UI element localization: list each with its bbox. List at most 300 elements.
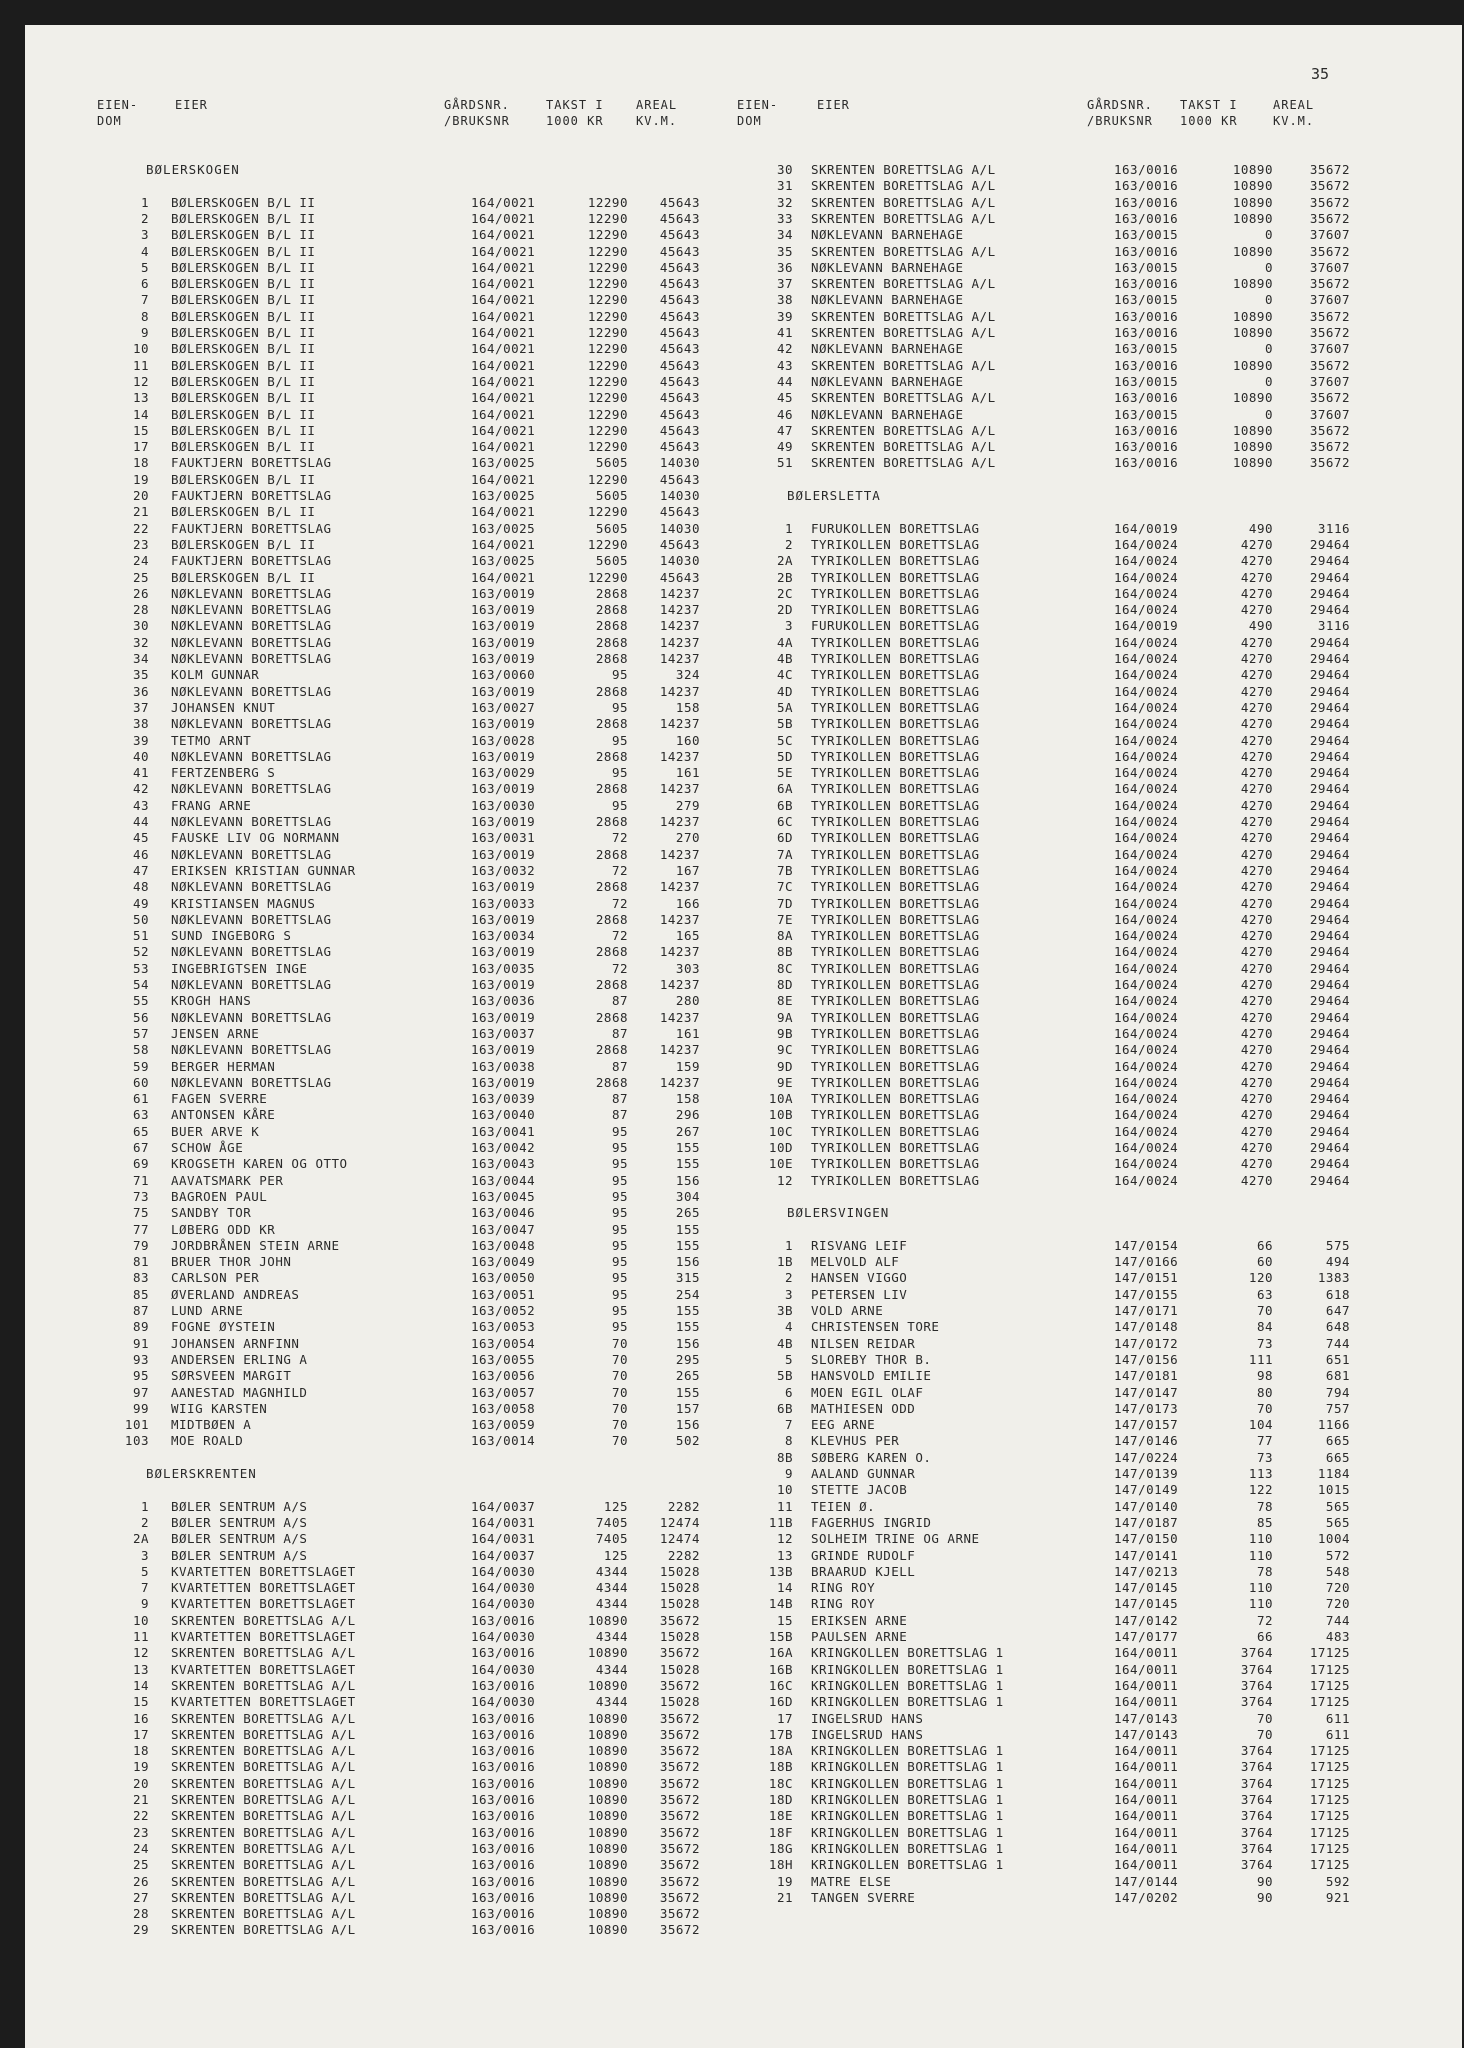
areal-value: 2282 [667,1547,700,1563]
gardsnr-bruksnr: 163/0029 [471,765,536,781]
areal-value: 14030 [659,520,700,536]
gardsnr-bruksnr: 164/0024 [1114,814,1179,829]
eiendom-number: 9 [140,1596,149,1612]
section-title: BØLERSKOGEN [146,162,240,177]
eiendom-number: 10 [132,341,149,357]
gardsnr-bruksnr: 147/0149 [1114,1482,1179,1498]
areal-value: 35672 [659,1710,700,1726]
areal-value: 15028 [659,1563,700,1579]
eiendom-number: 56 [132,1009,149,1025]
eiendom-number: 87 [132,1303,149,1318]
gardsnr-bruksnr: 164/0024 [1114,1009,1179,1025]
takst-value: 87 [611,993,628,1009]
takst-value: 4270 [1240,1058,1273,1074]
eiendom-number: 9 [784,1466,793,1481]
areal-value: 575 [1325,1237,1350,1253]
eier-name: NØKLEVANN BARNEHAGE [811,406,964,422]
takst-value: 4270 [1240,1009,1273,1025]
eier-name: NØKLEVANN BORETTSLAG [171,911,332,927]
gardsnr-bruksnr: 163/0027 [471,699,536,715]
takst-value: 5605 [595,553,628,569]
eiendom-number: 67 [132,1140,149,1155]
areal-value: 14237 [659,748,700,764]
table-row [25,1711,1462,1727]
takst-value: 3764 [1240,1824,1273,1840]
takst-value: 73 [1256,1449,1273,1465]
gardsnr-bruksnr: 163/0045 [471,1188,536,1204]
takst-value: 4270 [1240,1042,1273,1058]
gardsnr-bruksnr: 164/0030 [471,1563,536,1579]
eier-name: BØLERSKOGEN B/L II [171,194,316,210]
takst-value: 12290 [587,373,628,389]
gardsnr-bruksnr: 164/0024 [1114,944,1179,960]
eier-name: KRINGKOLLEN BORETTSLAG 1 [811,1677,1004,1693]
gardsnr-bruksnr: 163/0016 [471,1612,536,1628]
eiendom-number: 8 [140,308,149,324]
areal-value: 29464 [1309,585,1350,601]
eier-name: TYRIKOLLEN BORETTSLAG [811,993,980,1009]
gardsnr-bruksnr: 164/0024 [1114,1156,1179,1172]
eier-name: TYRIKOLLEN BORETTSLAG [811,683,980,699]
areal-value: 14237 [659,944,700,960]
gardsnr-bruksnr: 147/0224 [1114,1449,1179,1465]
eiendom-number: 5E [776,765,793,781]
eiendom-number: 1 [140,194,149,210]
table-row [25,1841,1462,1857]
gardsnr-bruksnr: 164/0021 [471,243,536,259]
eier-name: KRINGKOLLEN BORETTSLAG 1 [811,1759,1004,1775]
table-row [25,1792,1462,1808]
areal-value: 35672 [1309,357,1350,373]
eiendom-number: 46 [132,846,149,862]
takst-value: 95 [611,1123,628,1139]
areal-value: 45643 [659,406,700,422]
areal-value: 155 [675,1384,700,1400]
eiendom-number: 16D [768,1694,793,1710]
eiendom-number: 37 [132,699,149,715]
takst-value: 10890 [1232,308,1273,324]
eier-name: NØKLEVANN BORETTSLAG [171,977,332,992]
table-row [25,586,1462,602]
table-row [25,912,1462,928]
takst-value: 4270 [1240,895,1273,911]
areal-value: 165 [675,928,700,944]
eier-name: NØKLEVANN BARNEHAGE [811,341,964,357]
eier-name: BØLERSKOGEN B/L II [171,259,316,275]
areal-value: 37607 [1309,227,1350,243]
takst-value: 125 [603,1498,628,1514]
gardsnr-bruksnr: 164/0021 [471,341,536,357]
eier-name: TYRIKOLLEN BORETTSLAG [811,699,980,715]
eier-name: TYRIKOLLEN BORETTSLAG [811,536,980,552]
eiendom-number: 85 [132,1286,149,1302]
eier-name: BØLERSKOGEN B/L II [171,341,316,357]
table-row [25,1254,1462,1270]
gardsnr-bruksnr: 147/0145 [1114,1580,1179,1596]
eier-name: KVARTETTEN BORETTSLAGET [171,1580,356,1596]
eiendom-number: 13 [132,390,149,406]
table-row [25,195,1462,211]
areal-value: 29464 [1309,667,1350,683]
eiendom-number: 6C [776,814,793,829]
gardsnr-bruksnr: 163/0049 [471,1254,536,1270]
areal-value: 296 [675,1107,700,1123]
gardsnr-bruksnr: 163/0019 [471,781,536,797]
areal-value: 29464 [1309,879,1350,895]
areal-value: 35672 [659,1906,700,1922]
areal-value: 648 [1325,1319,1350,1335]
eier-name: FAUKTJERN BORETTSLAG [171,488,332,503]
gardsnr-bruksnr: 163/0034 [471,928,536,944]
areal-value: 17125 [1309,1694,1350,1710]
takst-value: 87 [611,1058,628,1074]
eier-name: GRINDE RUDOLF [811,1547,916,1563]
eiendom-number: 97 [132,1384,149,1400]
areal-value: 29464 [1309,748,1350,764]
table-row [25,1694,1462,1710]
eiendom-number: 28 [132,1906,149,1922]
gardsnr-bruksnr: 164/0024 [1114,569,1179,585]
takst-value: 2868 [595,683,628,699]
section-title: BØLERSLETTA [787,488,881,503]
gardsnr-bruksnr: 163/0019 [471,716,536,732]
table-row [25,1336,1462,1352]
areal-value: 157 [675,1400,700,1416]
areal-value: 29464 [1309,1091,1350,1107]
gardsnr-bruksnr: 164/0011 [1114,1645,1179,1661]
eiendom-number: 13 [776,1547,793,1563]
gardsnr-bruksnr: 163/0016 [471,1889,536,1905]
takst-value: 95 [611,1172,628,1188]
gardsnr-bruksnr: 164/0024 [1114,977,1179,992]
eier-name: TYRIKOLLEN BORETTSLAG [811,977,980,992]
gardsnr-bruksnr: 147/0141 [1114,1547,1179,1563]
eier-name: BRUER THOR JOHN [171,1254,292,1270]
eier-name: AANESTAD MAGNHILD [171,1384,308,1400]
eiendom-number: 2C [776,585,793,601]
takst-value: 4270 [1240,797,1273,813]
table-row [25,537,1462,553]
table-row [25,1499,1462,1515]
eier-name: BØLERSKOGEN B/L II [171,569,316,585]
table-row [25,1890,1462,1906]
areal-value: 35672 [659,1889,700,1905]
areal-value: 15028 [659,1661,700,1677]
eier-name: KRINGKOLLEN BORETTSLAG 1 [811,1824,1004,1840]
takst-value: 10890 [587,1677,628,1693]
takst-value: 2868 [595,846,628,862]
eier-name: NØKLEVANN BORETTSLAG [171,846,332,862]
takst-value: 10890 [1232,439,1273,455]
gardsnr-bruksnr: 163/0040 [471,1107,536,1123]
eiendom-number: 5C [776,732,793,748]
takst-value: 3764 [1240,1840,1273,1856]
eier-name: TYRIKOLLEN BORETTSLAG [811,1074,980,1090]
gardsnr-bruksnr: 163/0025 [471,488,536,503]
table-row [25,1759,1462,1775]
eier-name: SKRENTEN BORETTSLAG A/L [171,1792,356,1807]
takst-value: 2868 [595,748,628,764]
gardsnr-bruksnr: 164/0021 [471,292,536,308]
gardsnr-bruksnr: 163/0041 [471,1123,536,1139]
takst-value: 0 [1264,373,1273,389]
takst-value: 490 [1248,618,1273,634]
eier-name: FAUKTJERN BORETTSLAG [171,455,332,471]
gardsnr-bruksnr: 163/0059 [471,1417,536,1433]
takst-value: 95 [611,765,628,781]
eiendom-number: 12 [776,1531,793,1547]
eier-name: ANDERSEN ERLING A [171,1351,308,1367]
takst-value: 12290 [587,504,628,520]
areal-value: 29464 [1309,1025,1350,1041]
areal-value: 12474 [659,1531,700,1547]
eiendom-number: 24 [132,553,149,569]
areal-value: 35672 [659,1677,700,1693]
takst-value: 66 [1256,1629,1273,1644]
areal-value: 592 [1325,1873,1350,1889]
gardsnr-bruksnr: 163/0016 [471,1906,536,1922]
gardsnr-bruksnr: 164/0021 [471,504,536,520]
table-row [25,733,1462,749]
eiendom-number: 83 [132,1270,149,1286]
eiendom-number: 10 [776,1482,793,1498]
gardsnr-bruksnr: 163/0058 [471,1400,536,1416]
table-row [25,1156,1462,1172]
areal-value: 572 [1325,1547,1350,1563]
eier-name: KRINGKOLLEN BORETTSLAG 1 [811,1775,1004,1791]
takst-value: 95 [611,1221,628,1237]
table-row [25,700,1462,716]
gardsnr-bruksnr: 163/0016 [471,1743,536,1759]
eier-name: FURUKOLLEN BORETTSLAG [811,618,980,634]
areal-value: 35672 [1309,178,1350,194]
eiendom-number: 50 [132,911,149,927]
eier-name: FERTZENBERG S [171,765,276,781]
eiendom-number: 4B [776,651,793,666]
table-row [25,1564,1462,1580]
takst-value: 0 [1264,341,1273,357]
takst-value: 95 [611,1156,628,1172]
eier-name: BØLERSKOGEN B/L II [171,439,316,455]
eier-name: KRINGKOLLEN BORETTSLAG 1 [811,1743,1004,1759]
eier-name: TYRIKOLLEN BORETTSLAG [811,716,980,732]
eiendom-number: 22 [132,520,149,536]
eiendom-number: 7A [776,846,793,862]
takst-value: 4270 [1240,911,1273,927]
takst-value: 87 [611,1107,628,1123]
gardsnr-bruksnr: 163/0033 [471,895,536,911]
areal-value: 29464 [1309,1140,1350,1155]
takst-value: 4270 [1240,944,1273,960]
eiendom-number: 48 [132,879,149,895]
gardsnr-bruksnr: 163/0046 [471,1205,536,1221]
eier-name: PETERSEN LIV [811,1286,908,1302]
eiendom-number: 18G [768,1840,793,1856]
table-row [25,455,1462,471]
eier-name: TETMO ARNT [171,732,252,748]
gardsnr-bruksnr: 164/0021 [471,373,536,389]
areal-value: 45643 [659,536,700,552]
eiendom-number: 3 [140,1547,149,1563]
takst-value: 2868 [595,977,628,992]
gardsnr-bruksnr: 147/0172 [1114,1335,1179,1351]
takst-value: 110 [1248,1580,1273,1596]
eier-name: FAGERHUS INGRID [811,1514,932,1530]
takst-value: 2868 [595,781,628,797]
takst-value: 2868 [595,634,628,650]
gardsnr-bruksnr: 147/0143 [1114,1726,1179,1742]
eier-name: NØKLEVANN BORETTSLAG [171,814,332,829]
eier-name: TYRIKOLLEN BORETTSLAG [811,1123,980,1139]
takst-value: 12290 [587,292,628,308]
areal-value: 161 [675,1025,700,1041]
eiendom-number: 57 [132,1025,149,1041]
takst-value: 2868 [595,911,628,927]
areal-value: 1015 [1317,1482,1350,1498]
eiendom-number: 3 [784,618,793,634]
eier-name: AALAND GUNNAR [811,1466,916,1481]
gardsnr-bruksnr: 163/0016 [471,1759,536,1775]
eier-name: ERIKSEN KRISTIAN GUNNAR [171,862,356,878]
takst-value: 12290 [587,536,628,552]
eier-name: SKRENTEN BORETTSLAG A/L [171,1889,356,1905]
eiendom-number: 8B [776,1449,793,1465]
gardsnr-bruksnr: 163/0038 [471,1058,536,1074]
eier-name: TYRIKOLLEN BORETTSLAG [811,830,980,846]
table-row [25,390,1462,406]
table-row [25,1173,1462,1189]
gardsnr-bruksnr: 164/0030 [471,1694,536,1710]
eiendom-number: 65 [132,1123,149,1139]
eier-name: KRINGKOLLEN BORETTSLAG 1 [811,1694,1004,1710]
eiendom-number: 8 [784,1433,793,1449]
takst-value: 0 [1264,259,1273,275]
takst-value: 7405 [595,1514,628,1530]
takst-value: 87 [611,1091,628,1107]
document-page [25,25,1462,2048]
gardsnr-bruksnr: 164/0024 [1114,960,1179,976]
takst-value: 3764 [1240,1808,1273,1824]
table-row [25,1222,1462,1238]
eier-name: NØKLEVANN BORETTSLAG [171,634,332,650]
eiendom-number: 15B [768,1629,793,1644]
gardsnr-bruksnr: 164/0021 [471,308,536,324]
gardsnr-bruksnr: 164/0031 [471,1514,536,1530]
table-row [25,1270,1462,1286]
eiendom-number: 15 [132,1694,149,1710]
eier-name: TYRIKOLLEN BORETTSLAG [811,846,980,862]
gardsnr-bruksnr: 163/0025 [471,553,536,569]
takst-value: 4270 [1240,569,1273,585]
gardsnr-bruksnr: 163/0055 [471,1351,536,1367]
gardsnr-bruksnr: 164/0021 [471,210,536,226]
gardsnr-bruksnr: 164/0024 [1114,536,1179,552]
eiendom-number: 38 [132,716,149,732]
gardsnr-bruksnr: 163/0048 [471,1237,536,1253]
eier-name: FAUSKE LIV OG NORMANN [171,830,340,846]
gardsnr-bruksnr: 163/0016 [1114,357,1179,373]
takst-value: 10890 [587,1889,628,1905]
takst-value: 95 [611,1270,628,1286]
gardsnr-bruksnr: 164/0024 [1114,846,1179,862]
eiendom-number: 34 [776,227,793,243]
eier-name: TYRIKOLLEN BORETTSLAG [811,797,980,813]
takst-value: 12290 [587,210,628,226]
table-row [25,1613,1462,1629]
takst-value: 10890 [1232,390,1273,406]
eiendom-number: 4A [776,634,793,650]
eier-name: KLEVHUS PER [811,1433,900,1449]
takst-value: 4270 [1240,879,1273,895]
areal-value: 29464 [1309,553,1350,569]
takst-value: 111 [1248,1351,1273,1367]
eier-name: MATRE ELSE [811,1873,892,1889]
takst-value: 95 [611,1254,628,1270]
table-row [25,1433,1462,1449]
eiendom-number: 21 [132,504,149,520]
eiendom-number: 81 [132,1254,149,1270]
areal-value: 35672 [659,1824,700,1840]
table-row [25,781,1462,797]
eier-name: NØKLEVANN BORETTSLAG [171,585,332,601]
areal-value: 35672 [1309,455,1350,471]
eier-name: INGEBRIGTSEN INGE [171,960,308,976]
eier-name: SCHOW ÅGE [171,1140,244,1155]
eier-name: TYRIKOLLEN BORETTSLAG [811,1140,980,1155]
gardsnr-bruksnr: 164/0024 [1114,602,1179,618]
eiendom-number: 17 [132,439,149,455]
eier-name: FURUKOLLEN BORETTSLAG [811,520,980,536]
eiendom-number: 5D [776,748,793,764]
takst-value: 95 [611,699,628,715]
eier-name: MOEN EGIL OLAF [811,1384,924,1400]
areal-value: 45643 [659,259,700,275]
eiendom-number: 21 [132,1792,149,1807]
table-row [25,1662,1462,1678]
eier-name: KVARTETTEN BORETTSLAGET [171,1694,356,1710]
takst-value: 10890 [1232,325,1273,340]
areal-value: 14030 [659,553,700,569]
eiendom-number: 41 [132,765,149,781]
eier-name: SKRENTEN BORETTSLAG A/L [171,1743,356,1759]
areal-value: 665 [1325,1449,1350,1465]
gardsnr-bruksnr: 163/0015 [1114,341,1179,357]
takst-value: 3764 [1240,1694,1273,1710]
eiendom-number: 18E [768,1808,793,1824]
areal-value: 158 [675,1091,700,1107]
takst-value: 90 [1256,1873,1273,1889]
gardsnr-bruksnr: 164/0021 [471,569,536,585]
eier-name: ERIKSEN ARNE [811,1612,908,1628]
table-row [25,1189,1462,1205]
areal-value: 324 [675,667,700,683]
areal-value: 35672 [659,1873,700,1889]
eiendom-number: 15 [132,422,149,438]
gardsnr-bruksnr: 163/0016 [471,1840,536,1856]
gardsnr-bruksnr: 163/0015 [1114,227,1179,243]
areal-value: 37607 [1309,292,1350,308]
gardsnr-bruksnr: 164/0024 [1114,797,1179,813]
takst-value: 4270 [1240,651,1273,666]
gardsnr-bruksnr: 163/0019 [471,651,536,666]
header-eiendom-left: EIEN- DOM [97,98,139,128]
eier-name: FAGEN SVERRE [171,1091,268,1107]
eier-name: SKRENTEN BORETTSLAG A/L [171,1759,356,1775]
takst-value: 87 [611,1025,628,1041]
eier-name: RING ROY [811,1580,876,1596]
gardsnr-bruksnr: 163/0019 [471,911,536,927]
areal-value: 35672 [1309,194,1350,210]
